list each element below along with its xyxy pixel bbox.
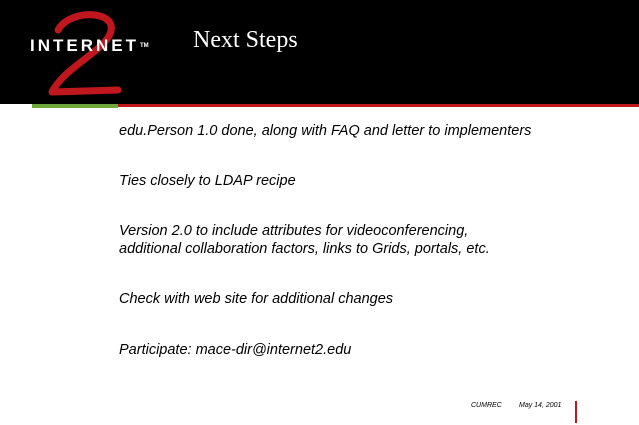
footer-date: May 14, 2001 (519, 402, 562, 409)
internet2-logo (28, 8, 188, 100)
bullet-item: Version 2.0 to include attributes for videoconferencing, (119, 223, 469, 239)
bullet-item: Ties closely to LDAP recipe (119, 173, 296, 189)
green-accent-rule (32, 104, 118, 108)
red-accent-rule (118, 104, 639, 107)
bullet-item: Participate: mace-dir@internet2.edu (119, 342, 352, 358)
footer-accent-bar (575, 401, 577, 423)
bullet-item: Check with web site for additional changes (119, 291, 394, 307)
header-band (0, 0, 639, 104)
slide-title: Next Steps (193, 27, 298, 53)
logo-trademark: TM (140, 43, 149, 49)
footer-event: CUMREC (471, 402, 502, 409)
bullet-item: edu.Person 1.0 done, along with FAQ and letter to implementers (119, 123, 532, 139)
bullet-item-continuation: additional collaboration factors, links to Grids, portals, etc. (119, 241, 490, 257)
logo-wordmark: INTERNET (30, 36, 139, 55)
